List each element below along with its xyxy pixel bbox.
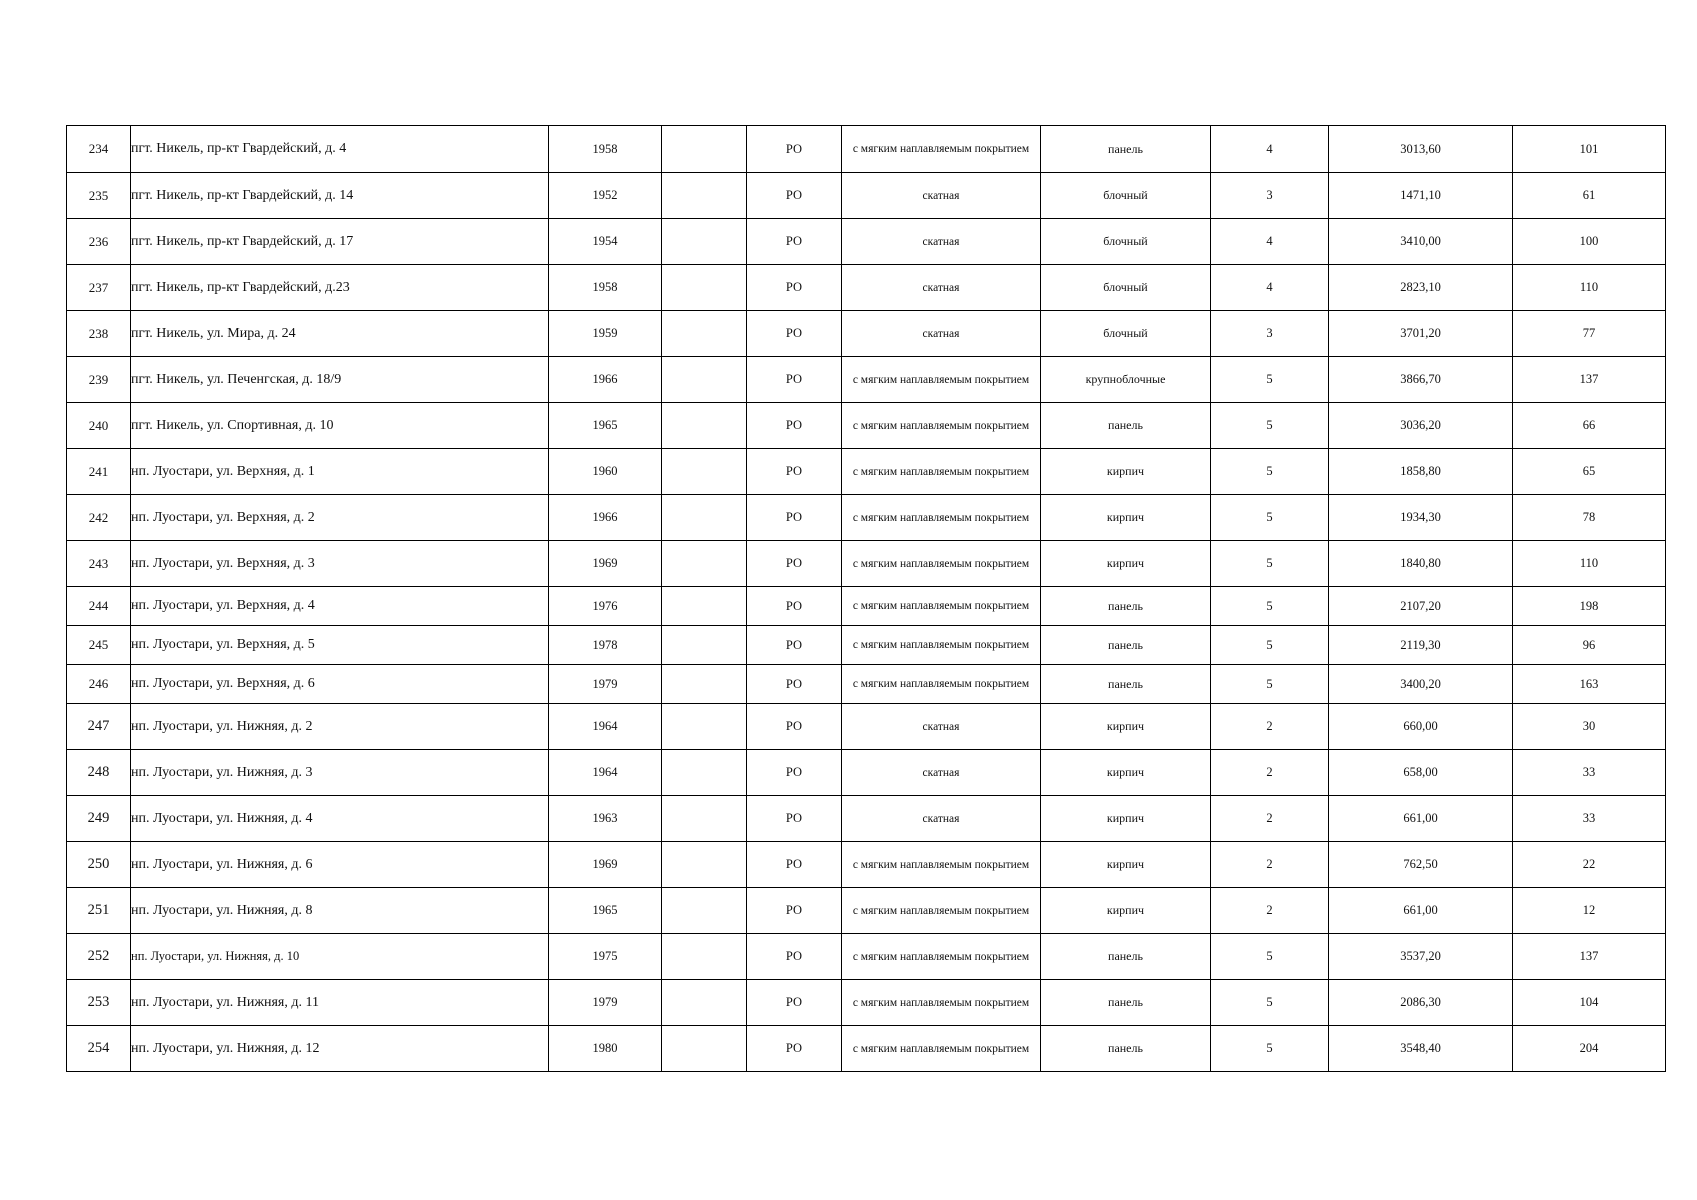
year-cell: 1965	[549, 403, 662, 449]
floors-cell: 4	[1211, 126, 1329, 173]
residents-cell: 96	[1513, 626, 1666, 665]
residents-cell: 33	[1513, 796, 1666, 842]
address-cell: пгт. Никель, пр-кт Гвардейский, д. 14	[131, 173, 549, 219]
blank-cell	[662, 665, 747, 704]
table-row	[67, 311, 1666, 357]
address-cell: нп. Луостари, ул. Нижняя, д. 11	[131, 980, 549, 1026]
address-cell: пгт. Никель, пр-кт Гвардейский, д.23	[131, 265, 549, 311]
wall-material-cell: кирпич	[1041, 495, 1211, 541]
blank-cell	[662, 626, 747, 665]
blank-cell	[662, 311, 747, 357]
wall-material-cell: кирпич	[1041, 449, 1211, 495]
row-number-cell: 241	[67, 449, 131, 495]
housing-table-container	[66, 125, 1665, 1072]
year-cell: 1965	[549, 888, 662, 934]
blank-cell	[662, 173, 747, 219]
year-cell: 1966	[549, 357, 662, 403]
row-number-cell: 243	[67, 541, 131, 587]
program-cell: РО	[747, 980, 842, 1026]
residents-cell: 30	[1513, 704, 1666, 750]
blank-cell	[662, 495, 747, 541]
residents-cell: 77	[1513, 311, 1666, 357]
program-cell: РО	[747, 357, 842, 403]
area-cell: 2107,20	[1329, 587, 1513, 626]
blank-cell	[662, 980, 747, 1026]
address-cell: нп. Луостари, ул. Нижняя, д. 2	[131, 704, 549, 750]
area-cell: 2119,30	[1329, 626, 1513, 665]
blank-cell	[662, 587, 747, 626]
wall-material-cell: кирпич	[1041, 796, 1211, 842]
address-cell: нп. Луостари, ул. Нижняя, д. 10	[131, 934, 549, 980]
wall-material-cell: панель	[1041, 934, 1211, 980]
program-cell: РО	[747, 934, 842, 980]
program-cell: РО	[747, 704, 842, 750]
address-cell: нп. Луостари, ул. Верхняя, д. 5	[131, 626, 549, 665]
row-number-cell: 247	[67, 704, 131, 750]
wall-material-cell: панель	[1041, 1026, 1211, 1072]
roof-type-cell: с мягким наплавляемым покрытием	[842, 626, 1041, 665]
year-cell: 1969	[549, 541, 662, 587]
row-number-cell: 249	[67, 796, 131, 842]
program-cell: РО	[747, 403, 842, 449]
table-row	[67, 626, 1666, 665]
program-cell: РО	[747, 265, 842, 311]
residents-cell: 65	[1513, 449, 1666, 495]
table-row	[67, 495, 1666, 541]
row-number-cell: 253	[67, 980, 131, 1026]
table-row	[67, 888, 1666, 934]
blank-cell	[662, 265, 747, 311]
year-cell: 1964	[549, 750, 662, 796]
row-number-cell: 242	[67, 495, 131, 541]
table-row	[67, 665, 1666, 704]
program-cell: РО	[747, 219, 842, 265]
program-cell: РО	[747, 888, 842, 934]
roof-type-cell: с мягким наплавляемым покрытием	[842, 449, 1041, 495]
year-cell: 1979	[549, 665, 662, 704]
roof-type-cell: с мягким наплавляемым покрытием	[842, 495, 1041, 541]
housing-table	[66, 125, 1666, 1072]
year-cell: 1952	[549, 173, 662, 219]
residents-cell: 137	[1513, 934, 1666, 980]
wall-material-cell: крупноблочные	[1041, 357, 1211, 403]
program-cell: РО	[747, 796, 842, 842]
floors-cell: 3	[1211, 311, 1329, 357]
area-cell: 2823,10	[1329, 265, 1513, 311]
table-row	[67, 357, 1666, 403]
year-cell: 1978	[549, 626, 662, 665]
residents-cell: 61	[1513, 173, 1666, 219]
floors-cell: 2	[1211, 750, 1329, 796]
floors-cell: 5	[1211, 587, 1329, 626]
row-number-cell: 248	[67, 750, 131, 796]
year-cell: 1979	[549, 980, 662, 1026]
floors-cell: 2	[1211, 704, 1329, 750]
blank-cell	[662, 449, 747, 495]
wall-material-cell: кирпич	[1041, 541, 1211, 587]
blank-cell	[662, 541, 747, 587]
roof-type-cell: скатная	[842, 173, 1041, 219]
year-cell: 1954	[549, 219, 662, 265]
residents-cell: 66	[1513, 403, 1666, 449]
year-cell: 1958	[549, 126, 662, 173]
area-cell: 762,50	[1329, 842, 1513, 888]
area-cell: 660,00	[1329, 704, 1513, 750]
program-cell: РО	[747, 587, 842, 626]
area-cell: 661,00	[1329, 888, 1513, 934]
row-number-cell: 251	[67, 888, 131, 934]
area-cell: 658,00	[1329, 750, 1513, 796]
row-number-cell: 254	[67, 1026, 131, 1072]
roof-type-cell: с мягким наплавляемым покрытием	[842, 934, 1041, 980]
floors-cell: 5	[1211, 1026, 1329, 1072]
table-row	[67, 842, 1666, 888]
row-number-cell: 237	[67, 265, 131, 311]
wall-material-cell: блочный	[1041, 219, 1211, 265]
roof-type-cell: с мягким наплавляемым покрытием	[842, 665, 1041, 704]
program-cell: РО	[747, 1026, 842, 1072]
table-row	[67, 449, 1666, 495]
residents-cell: 100	[1513, 219, 1666, 265]
year-cell: 1960	[549, 449, 662, 495]
address-cell: нп. Луостари, ул. Верхняя, д. 2	[131, 495, 549, 541]
program-cell: РО	[747, 665, 842, 704]
roof-type-cell: скатная	[842, 750, 1041, 796]
roof-type-cell: скатная	[842, 265, 1041, 311]
program-cell: РО	[747, 495, 842, 541]
program-cell: РО	[747, 173, 842, 219]
row-number-cell: 236	[67, 219, 131, 265]
area-cell: 3866,70	[1329, 357, 1513, 403]
year-cell: 1958	[549, 265, 662, 311]
wall-material-cell: кирпич	[1041, 842, 1211, 888]
wall-material-cell: блочный	[1041, 173, 1211, 219]
blank-cell	[662, 750, 747, 796]
floors-cell: 4	[1211, 219, 1329, 265]
row-number-cell: 238	[67, 311, 131, 357]
floors-cell: 5	[1211, 403, 1329, 449]
table-row	[67, 173, 1666, 219]
residents-cell: 163	[1513, 665, 1666, 704]
address-cell: нп. Луостари, ул. Нижняя, д. 3	[131, 750, 549, 796]
address-cell: нп. Луостари, ул. Верхняя, д. 3	[131, 541, 549, 587]
blank-cell	[662, 403, 747, 449]
blank-cell	[662, 796, 747, 842]
wall-material-cell: панель	[1041, 587, 1211, 626]
roof-type-cell: скатная	[842, 311, 1041, 357]
table-row	[67, 265, 1666, 311]
wall-material-cell: блочный	[1041, 265, 1211, 311]
floors-cell: 5	[1211, 980, 1329, 1026]
address-cell: нп. Луостари, ул. Нижняя, д. 8	[131, 888, 549, 934]
area-cell: 1934,30	[1329, 495, 1513, 541]
area-cell: 3537,20	[1329, 934, 1513, 980]
floors-cell: 5	[1211, 449, 1329, 495]
table-body	[67, 126, 1666, 1072]
area-cell: 1840,80	[1329, 541, 1513, 587]
year-cell: 1966	[549, 495, 662, 541]
table-row	[67, 126, 1666, 173]
area-cell: 661,00	[1329, 796, 1513, 842]
wall-material-cell: панель	[1041, 403, 1211, 449]
address-cell: нп. Луостари, ул. Нижняя, д. 12	[131, 1026, 549, 1072]
row-number-cell: 250	[67, 842, 131, 888]
roof-type-cell: с мягким наплавляемым покрытием	[842, 842, 1041, 888]
residents-cell: 204	[1513, 1026, 1666, 1072]
table-row	[67, 796, 1666, 842]
blank-cell	[662, 219, 747, 265]
wall-material-cell: кирпич	[1041, 750, 1211, 796]
year-cell: 1959	[549, 311, 662, 357]
residents-cell: 12	[1513, 888, 1666, 934]
wall-material-cell: панель	[1041, 980, 1211, 1026]
area-cell: 3400,20	[1329, 665, 1513, 704]
table-row	[67, 219, 1666, 265]
area-cell: 2086,30	[1329, 980, 1513, 1026]
program-cell: РО	[747, 750, 842, 796]
area-cell: 3548,40	[1329, 1026, 1513, 1072]
year-cell: 1976	[549, 587, 662, 626]
wall-material-cell: кирпич	[1041, 888, 1211, 934]
blank-cell	[662, 842, 747, 888]
blank-cell	[662, 1026, 747, 1072]
table-row	[67, 980, 1666, 1026]
program-cell: РО	[747, 126, 842, 173]
residents-cell: 22	[1513, 842, 1666, 888]
floors-cell: 5	[1211, 495, 1329, 541]
address-cell: нп. Луостари, ул. Нижняя, д. 6	[131, 842, 549, 888]
program-cell: РО	[747, 626, 842, 665]
floors-cell: 2	[1211, 888, 1329, 934]
residents-cell: 137	[1513, 357, 1666, 403]
residents-cell: 110	[1513, 265, 1666, 311]
table-row	[67, 403, 1666, 449]
address-cell: нп. Луостари, ул. Нижняя, д. 4	[131, 796, 549, 842]
program-cell: РО	[747, 449, 842, 495]
roof-type-cell: с мягким наплавляемым покрытием	[842, 888, 1041, 934]
floors-cell: 5	[1211, 665, 1329, 704]
residents-cell: 110	[1513, 541, 1666, 587]
floors-cell: 5	[1211, 626, 1329, 665]
blank-cell	[662, 126, 747, 173]
address-cell: нп. Луостари, ул. Верхняя, д. 6	[131, 665, 549, 704]
roof-type-cell: с мягким наплавляемым покрытием	[842, 587, 1041, 626]
roof-type-cell: скатная	[842, 796, 1041, 842]
table-row	[67, 750, 1666, 796]
year-cell: 1980	[549, 1026, 662, 1072]
blank-cell	[662, 888, 747, 934]
address-cell: пгт. Никель, пр-кт Гвардейский, д. 17	[131, 219, 549, 265]
table-row	[67, 1026, 1666, 1072]
floors-cell: 4	[1211, 265, 1329, 311]
area-cell: 3036,20	[1329, 403, 1513, 449]
row-number-cell: 239	[67, 357, 131, 403]
address-cell: пгт. Никель, ул. Спортивная, д. 10	[131, 403, 549, 449]
wall-material-cell: кирпич	[1041, 704, 1211, 750]
program-cell: РО	[747, 842, 842, 888]
year-cell: 1964	[549, 704, 662, 750]
roof-type-cell: с мягким наплавляемым покрытием	[842, 357, 1041, 403]
wall-material-cell: блочный	[1041, 311, 1211, 357]
row-number-cell: 234	[67, 126, 131, 173]
area-cell: 3013,60	[1329, 126, 1513, 173]
roof-type-cell: с мягким наплавляемым покрытием	[842, 541, 1041, 587]
floors-cell: 5	[1211, 934, 1329, 980]
blank-cell	[662, 704, 747, 750]
area-cell: 3701,20	[1329, 311, 1513, 357]
program-cell: РО	[747, 311, 842, 357]
residents-cell: 101	[1513, 126, 1666, 173]
table-row	[67, 704, 1666, 750]
year-cell: 1975	[549, 934, 662, 980]
roof-type-cell: с мягким наплавляемым покрытием	[842, 126, 1041, 173]
row-number-cell: 240	[67, 403, 131, 449]
row-number-cell: 235	[67, 173, 131, 219]
roof-type-cell: скатная	[842, 219, 1041, 265]
table-row	[67, 934, 1666, 980]
roof-type-cell: с мягким наплавляемым покрытием	[842, 1026, 1041, 1072]
program-cell: РО	[747, 541, 842, 587]
wall-material-cell: панель	[1041, 665, 1211, 704]
blank-cell	[662, 934, 747, 980]
row-number-cell: 244	[67, 587, 131, 626]
year-cell: 1963	[549, 796, 662, 842]
residents-cell: 198	[1513, 587, 1666, 626]
floors-cell: 2	[1211, 796, 1329, 842]
floors-cell: 2	[1211, 842, 1329, 888]
roof-type-cell: с мягким наплавляемым покрытием	[842, 403, 1041, 449]
roof-type-cell: с мягким наплавляемым покрытием	[842, 980, 1041, 1026]
residents-cell: 104	[1513, 980, 1666, 1026]
area-cell: 1471,10	[1329, 173, 1513, 219]
floors-cell: 3	[1211, 173, 1329, 219]
row-number-cell: 246	[67, 665, 131, 704]
address-cell: пгт. Никель, пр-кт Гвардейский, д. 4	[131, 126, 549, 173]
address-cell: нп. Луостари, ул. Верхняя, д. 4	[131, 587, 549, 626]
row-number-cell: 252	[67, 934, 131, 980]
address-cell: пгт. Никель, ул. Мира, д. 24	[131, 311, 549, 357]
row-number-cell: 245	[67, 626, 131, 665]
address-cell: пгт. Никель, ул. Печенгская, д. 18/9	[131, 357, 549, 403]
table-row	[67, 587, 1666, 626]
address-cell: нп. Луостари, ул. Верхняя, д. 1	[131, 449, 549, 495]
roof-type-cell: скатная	[842, 704, 1041, 750]
blank-cell	[662, 357, 747, 403]
residents-cell: 33	[1513, 750, 1666, 796]
residents-cell: 78	[1513, 495, 1666, 541]
floors-cell: 5	[1211, 357, 1329, 403]
area-cell: 3410,00	[1329, 219, 1513, 265]
year-cell: 1969	[549, 842, 662, 888]
wall-material-cell: панель	[1041, 626, 1211, 665]
table-row	[67, 541, 1666, 587]
area-cell: 1858,80	[1329, 449, 1513, 495]
wall-material-cell: панель	[1041, 126, 1211, 173]
floors-cell: 5	[1211, 541, 1329, 587]
